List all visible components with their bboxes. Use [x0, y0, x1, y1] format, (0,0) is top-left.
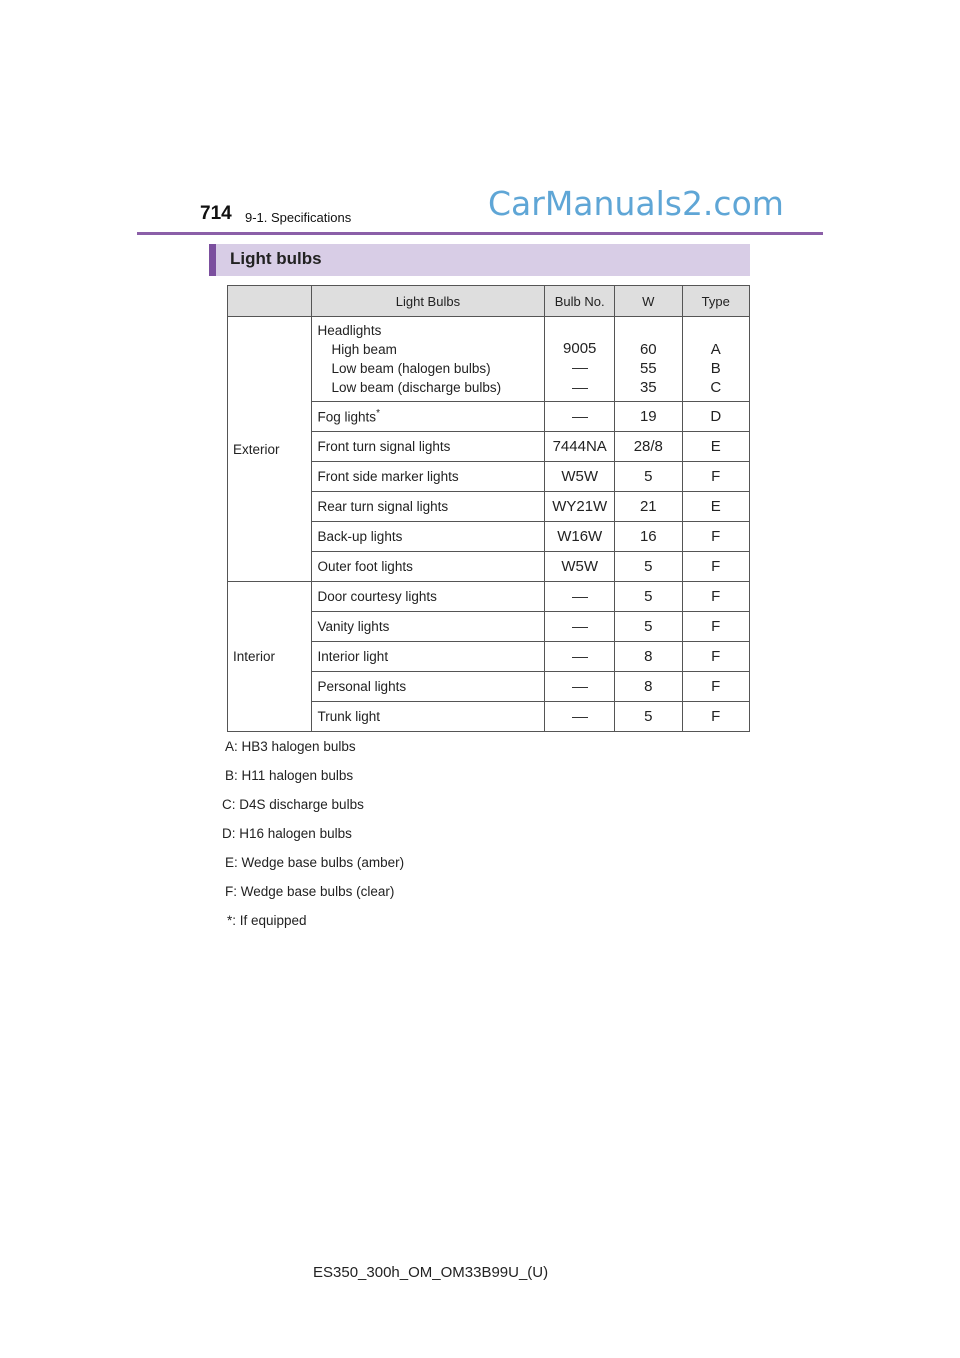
type-value: C	[710, 379, 722, 396]
bulb-name: Personal lights	[317, 679, 407, 694]
bulb-name: Trunk light	[317, 709, 381, 724]
bulb-no-cell	[545, 402, 615, 432]
type-value: A	[710, 341, 721, 358]
type-cell: F	[682, 582, 749, 612]
dash-icon	[572, 368, 588, 369]
watt-value: 60	[639, 341, 657, 358]
bulb-no-cell	[545, 642, 615, 672]
light-bulbs-table	[227, 285, 750, 732]
bulb-name-cell	[311, 642, 545, 672]
watt-cell: 5	[615, 552, 682, 582]
section-heading: Light bulbs	[230, 249, 322, 268]
headlights-item: Low beam (discharge bulbs)	[331, 380, 502, 395]
bulb-no-cell	[545, 612, 615, 642]
bulb-name-cell	[311, 462, 545, 492]
bulb-name: Front side marker lights	[317, 469, 459, 484]
legend-item: B: H11 halogen bulbs	[225, 768, 354, 783]
footnote-marker: *	[376, 408, 380, 420]
legend-item: E: Wedge base bulbs (amber)	[225, 855, 405, 870]
dash-icon	[572, 597, 588, 598]
watt-value: 55	[639, 360, 657, 377]
legend-item: C: D4S discharge bulbs	[222, 797, 364, 812]
bulb-name: Door courtesy lights	[317, 589, 437, 604]
dash-icon	[572, 417, 588, 418]
type-cell: F	[682, 522, 749, 552]
bulb-name: Interior light	[317, 649, 389, 664]
document-code: ES350_300h_OM_OM33B99U_(U)	[313, 1264, 549, 1281]
type-cell: E	[682, 432, 749, 462]
watt-cell: 5	[615, 582, 682, 612]
bulb-name-cell	[311, 402, 545, 432]
group-label-exterior: Exterior	[228, 317, 312, 582]
type-cell: E	[682, 492, 749, 522]
bulb-name-cell	[311, 612, 545, 642]
headlights-title: Headlights	[317, 323, 382, 338]
watt-cell: 8	[615, 642, 682, 672]
bulb-no-value: 9005	[563, 340, 597, 358]
page-number: 714	[200, 203, 232, 224]
legend-item: D: H16 halogen bulbs	[222, 826, 352, 841]
bulb-name-cell	[311, 672, 545, 702]
headlights-item: Low beam (halogen bulbs)	[331, 361, 491, 376]
dash-icon	[572, 657, 588, 658]
table-row-headlights	[228, 317, 750, 402]
type-value: B	[710, 360, 721, 377]
legend-item: F: Wedge base bulbs (clear)	[225, 884, 395, 899]
bulb-no-cell	[545, 702, 615, 732]
watt-cell: 21	[615, 492, 682, 522]
column-header-light-bulbs: Light Bulbs	[311, 286, 545, 317]
section-heading-bar	[209, 244, 750, 276]
headlights-cell	[311, 317, 545, 402]
type-cell: F	[682, 552, 749, 582]
bulb-no-cell: WY21W	[545, 492, 615, 522]
dash-icon	[572, 687, 588, 688]
bulb-no-cell: W5W	[545, 462, 615, 492]
watermark: CarManuals2.com	[488, 184, 784, 223]
bulb-name: Front turn signal lights	[317, 439, 451, 454]
bulb-name-cell	[311, 432, 545, 462]
bulb-name: Outer foot lights	[317, 559, 413, 574]
table-row	[228, 582, 750, 612]
headlights-item: High beam	[331, 342, 397, 357]
bulb-name: Vanity lights	[317, 619, 390, 634]
watt-cell: 8	[615, 672, 682, 702]
bulb-name-cell	[311, 702, 545, 732]
column-header-type: Type	[682, 286, 749, 317]
column-header-watt: W	[615, 286, 682, 317]
watt-cell: 5	[615, 462, 682, 492]
column-header-bulb-no: Bulb No.	[545, 286, 615, 317]
legend	[222, 739, 404, 942]
dash-icon	[572, 388, 588, 389]
headlights-type	[682, 317, 749, 402]
dash-icon	[572, 627, 588, 628]
type-cell: F	[682, 702, 749, 732]
watt-cell: 16	[615, 522, 682, 552]
bulb-name: Rear turn signal lights	[317, 499, 449, 514]
bulb-no-cell: W16W	[545, 522, 615, 552]
bulb-name-cell	[311, 552, 545, 582]
watt-cell: 19	[615, 402, 682, 432]
watt-value: 35	[639, 379, 657, 396]
type-cell: D	[682, 402, 749, 432]
legend-item: *: If equipped	[227, 913, 307, 928]
type-cell: F	[682, 672, 749, 702]
watt-cell: 5	[615, 702, 682, 732]
section-title: 9-1. Specifications	[245, 210, 352, 225]
bulb-name-cell	[311, 492, 545, 522]
group-label-interior: Interior	[228, 582, 312, 732]
bulb-name: Back-up lights	[317, 529, 403, 544]
bulb-name-cell	[311, 582, 545, 612]
watt-cell: 5	[615, 612, 682, 642]
dash-icon	[572, 717, 588, 718]
headlights-watt	[615, 317, 682, 402]
bulb-no-cell	[545, 582, 615, 612]
bulb-no-cell: 7444NA	[545, 432, 615, 462]
bulb-name-cell	[311, 522, 545, 552]
table-header-row	[228, 286, 750, 317]
legend-item: A: HB3 halogen bulbs	[225, 739, 356, 754]
header-divider	[137, 232, 823, 235]
type-cell: F	[682, 462, 749, 492]
watt-cell: 28/8	[615, 432, 682, 462]
bulb-no-cell: W5W	[545, 552, 615, 582]
bulb-no-cell	[545, 672, 615, 702]
type-cell: F	[682, 612, 749, 642]
column-header-group	[228, 286, 312, 317]
headlights-bulb-no	[545, 317, 615, 402]
type-cell: F	[682, 642, 749, 672]
bulb-name: Fog lights	[317, 409, 377, 425]
